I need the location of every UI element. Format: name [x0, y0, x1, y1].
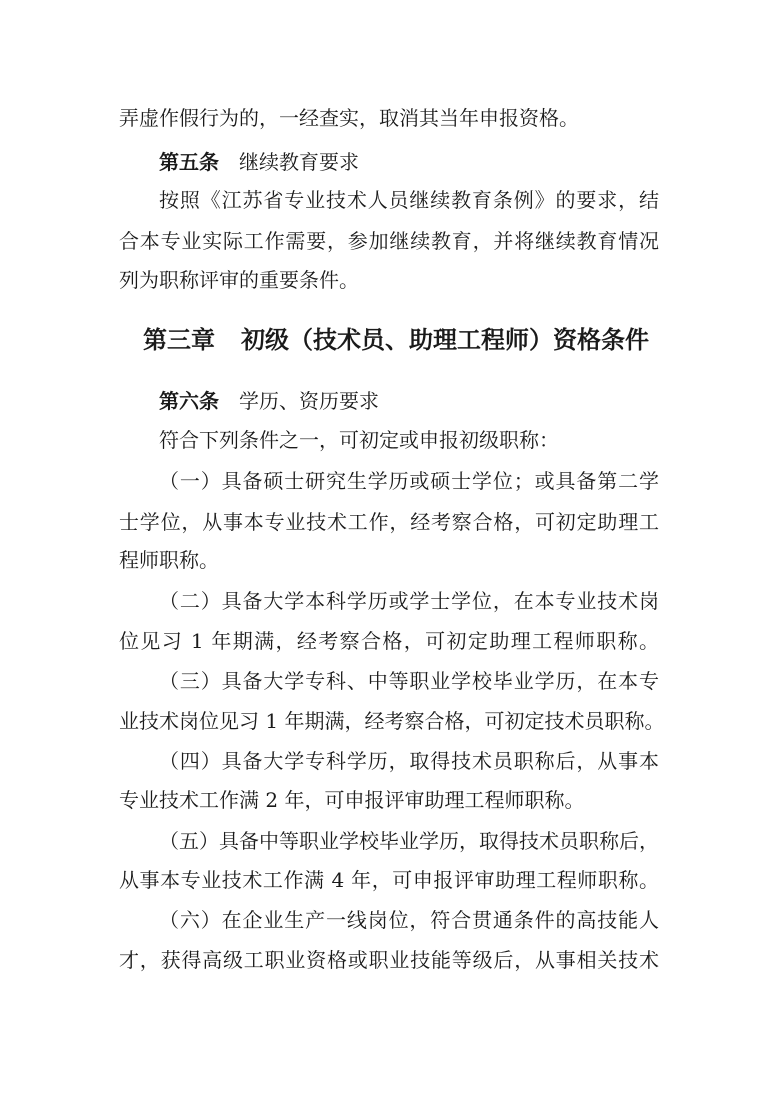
list-item-line: （五）具备中等职业学校毕业学历，取得技术员职称后，: [159, 829, 659, 853]
list-item-line: 程师职称。: [119, 548, 219, 572]
chapter-3-heading: [143, 325, 649, 355]
article-6-title: 学历、资历要求: [239, 389, 379, 413]
article-6-heading: [159, 389, 659, 413]
list-item-line: 从事本专业技术工作满 4 年，可申报评审助理工程师职称。: [119, 868, 659, 892]
list-item-line: （三）具备大学专科、中等职业学校毕业学历，在本专: [159, 669, 659, 693]
list-item-line: 专业技术工作满 2 年，可申报评审助理工程师职称。: [119, 788, 585, 812]
article-5-heading: [159, 150, 659, 174]
chapter-3-number: 第三章: [143, 325, 215, 354]
article-5-line: 合本专业实际工作需要，参加继续教育，并将继续教育情况: [119, 229, 659, 253]
paragraph-continuation: 弄虚作假行为的，一经查实，取消其当年申报资格。: [119, 106, 579, 130]
article-5-line: 按照《江苏省专业技术人员继续教育条例》的要求，结: [159, 188, 659, 212]
list-item-line: （六）在企业生产一线岗位，符合贯通条件的高技能人: [159, 908, 659, 932]
chapter-3-title: 初级（技术员、助理工程师）资格条件: [241, 325, 649, 354]
list-item-line: 士学位，从事本专业技术工作，经考察合格，可初定助理工: [119, 510, 659, 534]
article-6-intro: 符合下列条件之一，可初定或申报初级职称：: [159, 428, 559, 452]
article-5-number: 第五条: [159, 150, 219, 174]
list-item-line: 位见习 1 年期满，经考察合格，可初定助理工程师职称。: [119, 629, 659, 653]
article-5-line: 列为职称评审的重要条件。: [119, 268, 359, 292]
list-item-line: （一）具备硕士研究生学历或硕士学位；或具备第二学: [159, 469, 659, 493]
list-item-line: 业技术岗位见习 1 年期满，经考察合格，可初定技术员职称。: [119, 709, 665, 733]
article-6-number: 第六条: [159, 389, 219, 413]
list-item-line: （四）具备大学专科学历，取得技术员职称后，从事本: [159, 749, 659, 773]
list-item-line: 才，获得高级工职业资格或职业技能等级后，从事相关技术: [119, 948, 659, 972]
list-item-line: （二）具备大学本科学历或学士学位，在本专业技术岗: [159, 589, 659, 613]
article-5-title: 继续教育要求: [239, 150, 359, 174]
